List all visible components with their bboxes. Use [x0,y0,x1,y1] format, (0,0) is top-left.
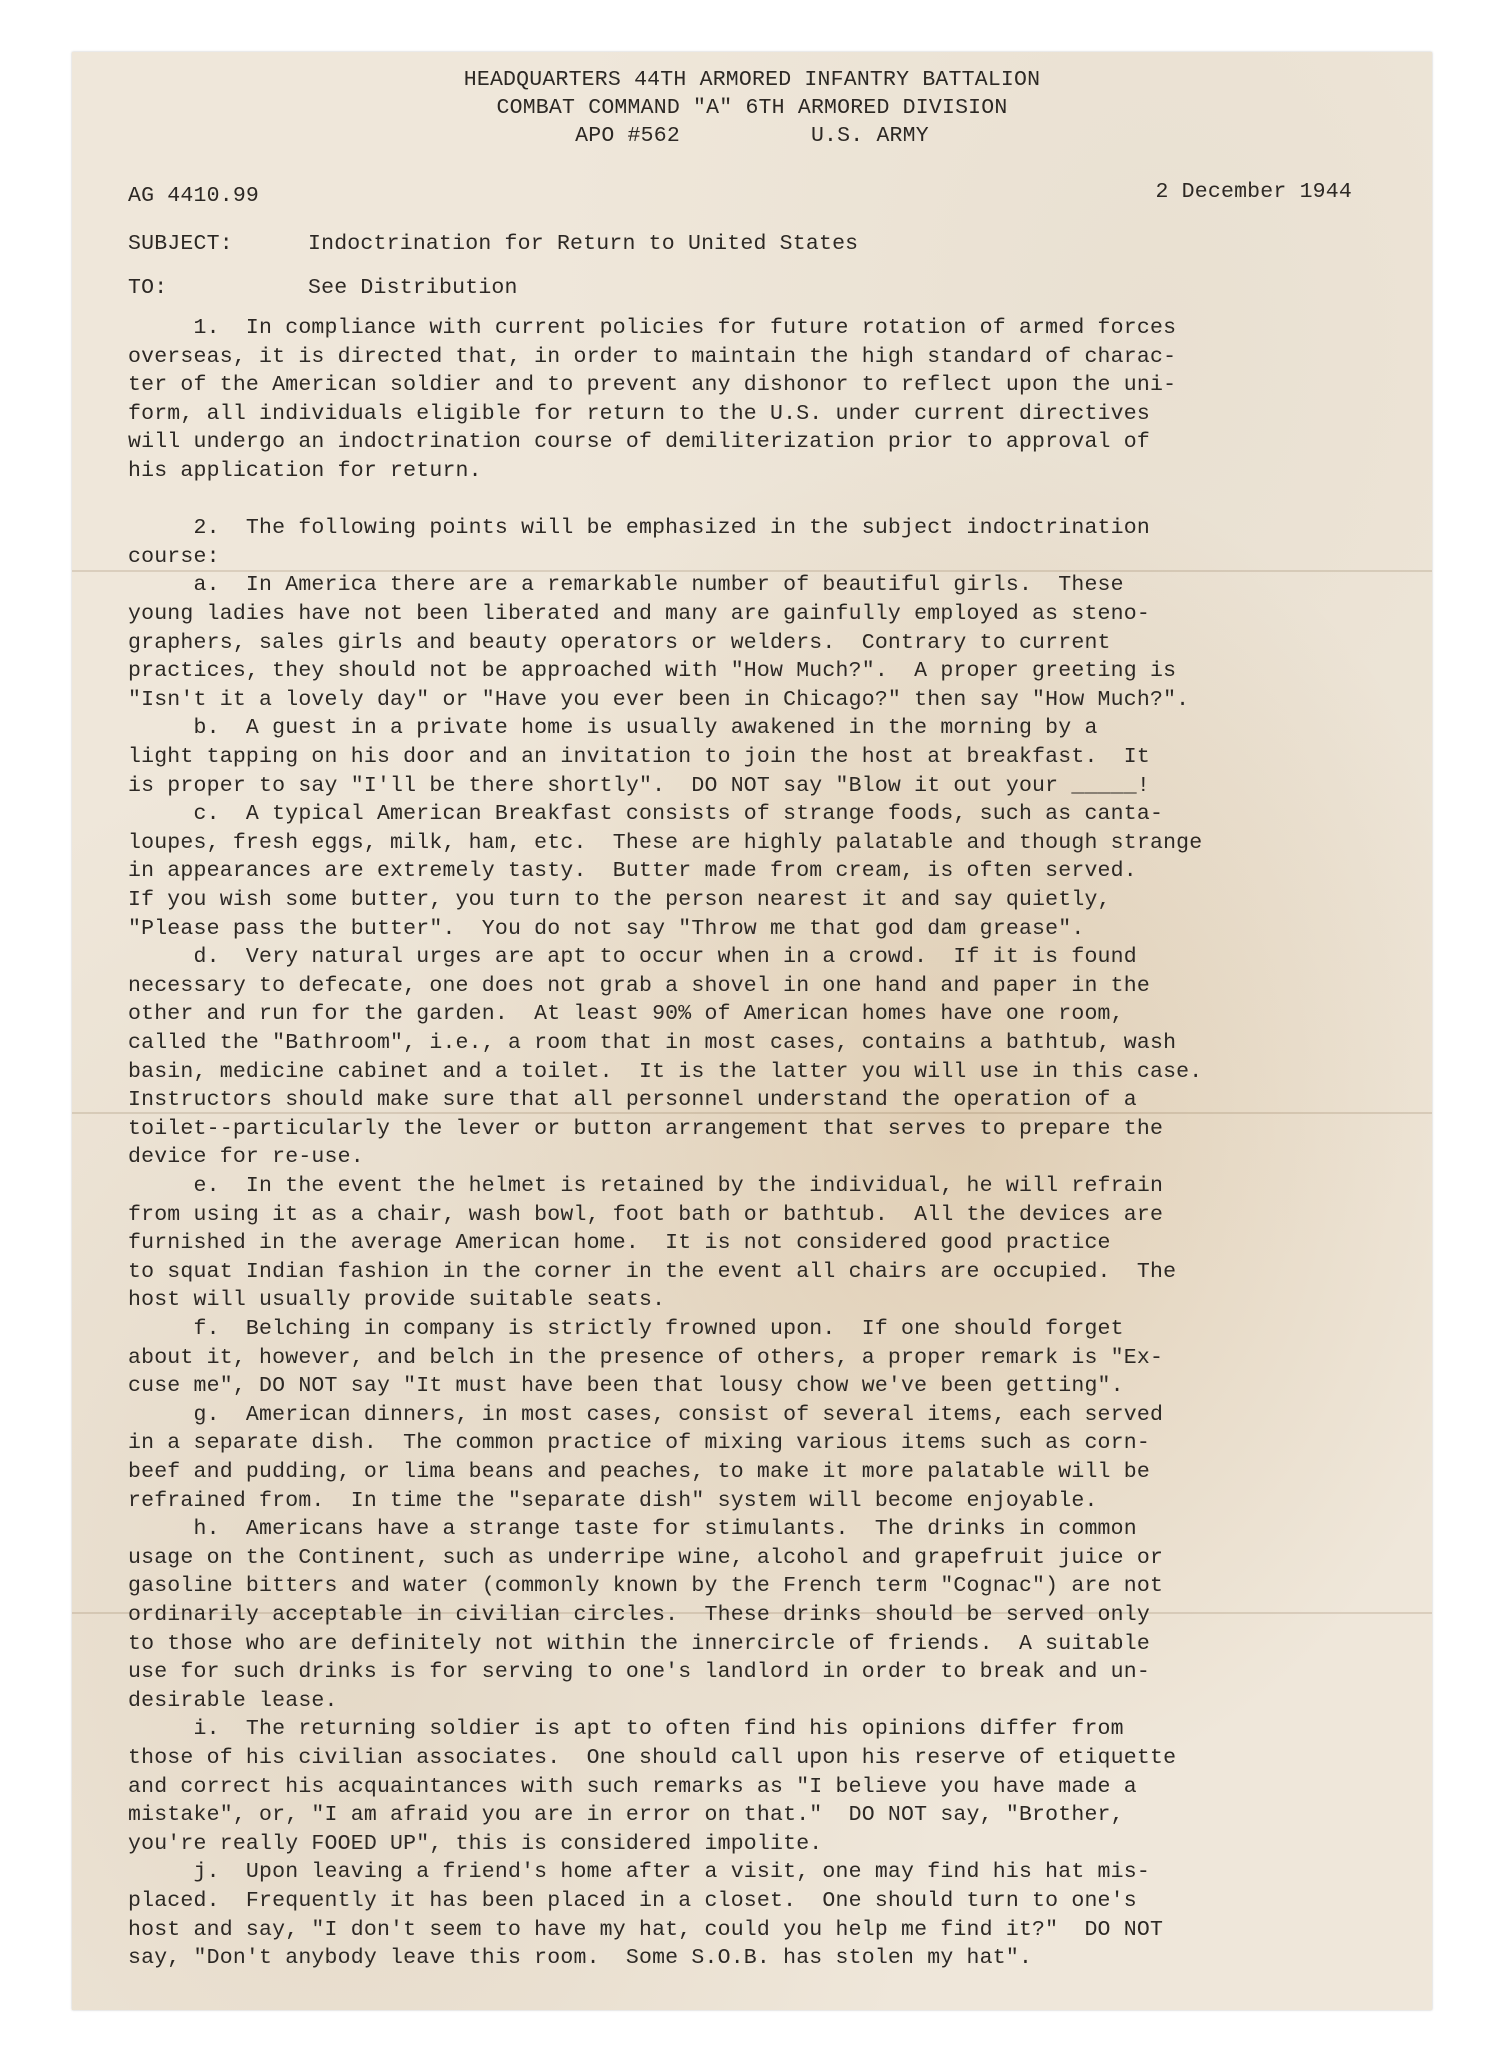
memo-body-line: ter of the American soldier and to prevent any dishonor to reflect upon the uni- [128,373,1177,398]
memo-body-line: If you wish some butter, you turn to the person nearest it and say quietly, [128,888,1111,912]
memo-body-line: 2. The following points will be emphasized in the subject indoctrination [128,516,1150,541]
memo-body-line: loupes, fresh eggs, milk, ham, etc. These are highly palatable and though strange [128,830,1203,855]
memo-body-line: and correct his acquaintances with such remarks as "I believe you have made a [128,1774,1137,1799]
memo-body-line: course: [128,544,220,569]
memo-body-line: cuse me", DO NOT say "It must have been that lousy chow we've been getting". [128,1374,1124,1399]
memo-body-line: host and say, "I don't seem to have my hat, could you help me find it?" DO NOT [128,1917,1164,1942]
memo-body-line: gasoline bitters and water (commonly known by the French term "Cognac") are not [128,1574,1164,1599]
memo-body-line: "Please pass the butter". You do not say "Throw me that god dam grease". [128,916,1085,941]
memo-body-line: will undergo an indoctrination course of demiliterization prior to approval of [128,430,1150,455]
memo-body-line: basin, medicine cabinet and a toilet. It is the latter you will use in this case. [128,1059,1203,1084]
memo-body-line: desirable lease. [128,1688,338,1713]
memo-body-line: in a separate dish. The common practice of mixing various items such as corn- [128,1431,1150,1456]
memo-body-line: say, "Don't anybody leave this room. Some S.O.B. has stolen my hat". [128,1946,1033,1971]
memo-body-line: beef and pudding, or lima beans and peaches, to make it more palatable will be [128,1460,1150,1484]
memo-body-line: furnished in the average American home. It is not considered good practice [128,1231,1111,1256]
memo-body-line: h. Americans have a strange taste for stimulants. The drinks in common [128,1517,1137,1542]
memo-body-line: use for such drinks is for serving to one's landlord in order to break and un- [128,1660,1150,1685]
memo-body-line: "Isn't it a lovely day" or "Have you ever been in Chicago?" then say "How Much?". [128,687,1190,712]
to-label: TO: [128,276,168,300]
memo-body-line: to squat Indian fashion in the corner in the event all chairs are occupied. The [128,1259,1177,1284]
reference-number: AG 4410.99 [128,184,260,208]
subject-label: SUBJECT: [128,232,233,256]
memo-body-line: host will usually provide suitable seats. [128,1288,666,1313]
memo-body-line: overseas, it is directed that, in order to maintain the high standard of charac- [128,344,1177,369]
memo-body-line: 1. In compliance with current policies for future rotation of armed forces [128,316,1177,340]
memo-body-line: light tapping on his door and an invitation to join the host at breakfast. It [128,745,1150,769]
memo-body-line: a. In America there are a remarkable number of beautiful girls. These [128,573,1124,598]
memo-body-line: graphers, sales girls and beauty operators or welders. Contrary to current [128,630,1111,655]
letterhead-unit: HEADQUARTERS 44TH ARMORED INFANTRY BATTALION [463,68,1041,92]
memo-body-line: toilet--particularly the lever or button arrangement that serves to prepare the [128,1116,1164,1141]
memo-body-line: j. Upon leaving a friend's home after a visit, one may find his hat mis- [128,1860,1150,1885]
memo-body-line: in appearances are extremely tasty. Butter made from cream, is often served. [128,859,1137,884]
memo-body-line: c. A typical American Breakfast consists of strange foods, such as canta- [128,802,1164,827]
to-value: See Distribution [308,276,518,300]
memo-body-line: mistake", or, "I am afraid you are in error on that." DO NOT say, "Brother, [128,1803,1124,1828]
memo-body-line: other and run for the garden. At least 90% of American homes have one room, [128,1002,1124,1027]
memo-paper [72,52,1432,2010]
subject-value: Indoctrination for Return to United States [308,232,859,256]
memo-body-line: placed. Frequently it has been placed in a closet. One should turn to one's [128,1889,1137,1913]
typed-memo [72,52,1432,2010]
memo-date: 2 December 1944 [1155,180,1352,204]
memo-body-line: b. A guest in a private home is usually awakened in the morning by a [128,716,1098,741]
memo-body-line: necessary to defecate, one does not grab a shovel in one hand and paper in the [128,973,1150,998]
memo-body-line: i. The returning soldier is apt to often find his opinions differ from [128,1717,1124,1742]
memo-body-line: those of his civilian associates. One should call upon his reserve of etiquette [128,1746,1177,1770]
memo-body-line: ordinarily acceptable in civilian circles. These drinks should be served only [128,1603,1150,1627]
memo-body-line: g. American dinners, in most cases, consist of several items, each served [128,1402,1164,1427]
memo-body-line: young ladies have not been liberated and many are gainfully employed as steno- [128,602,1150,626]
memo-body-line: device for re-use. [128,1145,364,1170]
memo-body-line: is proper to say "I'll be there shortly". DO NOT say "Blow it out your _____! [128,773,1150,798]
memo-body-line: refrained from. In time the "separate dish" system will become enjoyable. [128,1488,1098,1513]
letterhead-command: COMBAT COMMAND "A" 6TH ARMORED DIVISION [496,96,1008,120]
memo-body-line: Instructors should make sure that all personnel understand the operation of a [128,1088,1137,1113]
memo-body-line: called the "Bathroom", i.e., a room that in most cases, contains a bathtub, wash [128,1031,1177,1055]
memo-body-line: about it, however, and belch in the presence of others, a proper remark is "Ex- [128,1345,1164,1370]
memo-body-line: f. Belching in company is strictly frowned upon. If one should forget [128,1317,1124,1341]
memo-body-line: usage on the Continent, such as underripe wine, alcohol and grapefruit juice or [128,1545,1164,1570]
letterhead-apo: APO #562 U.S. ARMY [575,124,929,148]
memo-body-line: form, all individuals eligible for return to the U.S. under current directives [128,401,1150,426]
memo-body-line: e. In the event the helmet is retained by the individual, he will refrain [128,1174,1164,1198]
memo-body-line: his application for return. [128,459,482,483]
memo-body-line: d. Very natural urges are apt to occur when in a crowd. If it is found [128,945,1137,970]
memo-body-line: to those who are definitely not within the innercircle of friends. A suitable [128,1631,1150,1656]
memo-body-line: you're really FOOED UP", this is considered impolite. [128,1831,823,1856]
memo-body-line: practices, they should not be approached with "How Much?". A proper greeting is [128,659,1177,684]
memo-body-line: from using it as a chair, wash bowl, foot bath or bathtub. All the devices are [128,1202,1164,1227]
